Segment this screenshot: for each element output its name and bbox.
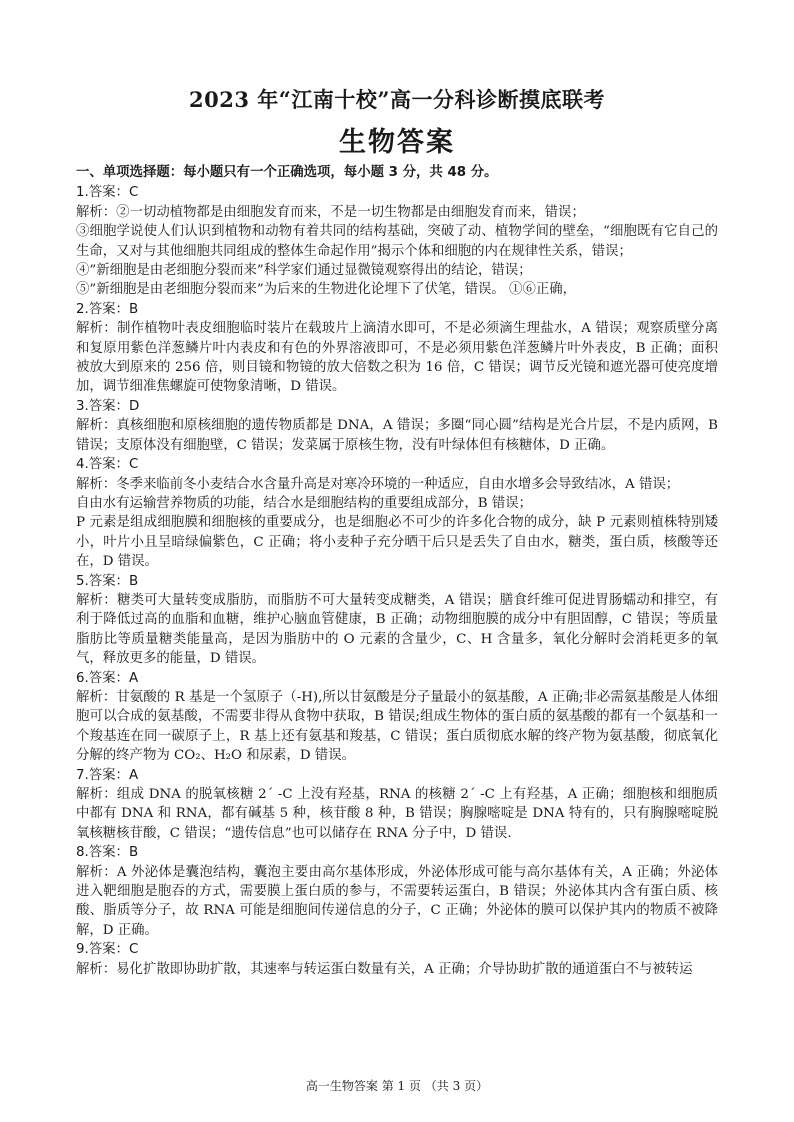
answer-key: 2.答案：B xyxy=(76,301,139,317)
explanation-paragraph: P 元素是组成细胞膜和细胞核的重要成分，也是细胞必不可少的许多化合物的成分，缺 P 元素则植株特别矮小，叶片小且呈暗绿偏紫色，C 正确；将小麦种子充分晒干后只是丢失了自由水，糖类，蛋白质，核酸等还在，D 错误。 xyxy=(76,515,718,570)
explanation-paragraph: 解析：糖类可大量转变成脂肪，而脂肪不可大量转变成糖类，A 错误；膳食纤维可促进胃肠蠕动和排空，有利于降低过高的血脂和血糖，维护心脑血管健康，B 正确；动物细胞膜的成分中有胆固醇，C 错误；等质量脂肪比等质量糖类能量高，是因为脂肪中的 O 元素的含量少，C、H 含量多，氧化分解时会消耗更多的氧气，释放更多的能量，D 错误。 xyxy=(76,592,718,667)
document-subtitle: 生物答案 xyxy=(339,127,455,158)
document-title: 2023 年“江南十校”高一分科诊断摸底联考 xyxy=(189,87,605,112)
answer-list xyxy=(76,183,718,979)
answer-key: 4.答案：C xyxy=(76,457,139,473)
explanation-paragraph: 解析：真核细胞和原核细胞的遗传物质都是 DNA，A 错误；多圈“同心圆”结构是光合片层，不是内质网，B 错误；支原体没有细胞壁，C 错误；发菜属于原核生物，没有叶绿体但有核糖体，D 正确。 xyxy=(76,418,718,453)
answer-key: 3.答案：D xyxy=(76,398,140,414)
explanation-paragraph: 解析：易化扩散即协助扩散，其速率与转运蛋白数量有关，A 正确；介导协助扩散的通道蛋白不与被转运 xyxy=(76,961,693,977)
explanation-paragraph: ③细胞学说使人们认识到植物和动物有着共同的结构基础，突破了动、植物学间的壁垒，“细胞既有它自己的生命，又对与其他细胞共同组成的整体生命起作用”揭示个体和细胞的内在规律性关系，错误； xyxy=(76,224,718,259)
explanation-paragraph: 解析：冬季来临前冬小麦结合水含量升高是对寒冷环境的一种适应，自由水增多会导致结冰，A 错误； xyxy=(76,476,680,492)
document-body xyxy=(76,163,718,979)
answer-key: 7.答案：A xyxy=(76,767,139,783)
explanation-paragraph: 解析：A 外泌体是囊泡结构，囊泡主要由高尔基体形成，外泌体形成可能与高尔基体有关，A 正确；外泌体进入靶细胞是胞吞的方式，需要膜上蛋白质的参与，不需要转运蛋白，B 错误；外泌体其内含有蛋白质、核酸、脂质等分子，故 RNA 可能是细胞间传递信息的分子，C 正确；外泌体的膜可以保护其内的物质不被降解，D 正确。 xyxy=(76,864,718,938)
answer-key: 1.答案：C xyxy=(76,185,139,201)
page-footer: 高一生物答案 第 1 页 （共 3 页） xyxy=(305,1079,489,1093)
explanation-paragraph: 解析：甘氨酸的 R 基是一个氢原子（-H),所以甘氨酸是分子量最小的氨基酸，A 正确;非必需氨基酸是人体细胞可以合成的氨基酸，不需要非得从食物中获取，B 错误;组成生物体的蛋白质的氨基酸的都有一个氨基和一个羧基连在同一碳原子上，R 基上还有氨基和羧基，C 错误；蛋白质彻底水解的终产物为氨基酸，彻底氧化分解的终产物为 CO₂、H₂O 和尿素，D 错误。 xyxy=(76,689,718,764)
explanation-paragraph: 解析：组成 DNA 的脱氧核糖 2´ -C 上没有羟基，RNA 的核糖 2´ -C 上有羟基，A 正确；细胞核和细胞质中都有 DNA 和 RNA，都有碱基 5 种，核苷酸 8 种，B 错误；胸腺嘧啶是 DNA 特有的，只有胸腺嘧啶脱氧核糖核苷酸，C 错误；“遗传信息”也可以储存在 RNA 分子中，D 错误. xyxy=(76,787,718,841)
answer-key: 6.答案：A xyxy=(76,670,139,686)
section-heading: 一、单项选择题：每小题只有一个正确选项，每小题 3 分，共 48 分。 xyxy=(76,165,498,180)
explanation-paragraph: ⑤”新细胞是由老细胞分裂而来”为后来的生物进化论埋下了伏笔，错误。 ①⑥正确， xyxy=(76,282,577,298)
explanation-paragraph: 解析：②一切动植物都是由细胞发育而来，不是一切生物都是由细胞发育而来，错误； xyxy=(76,204,585,220)
explanation-paragraph: 自由水有运输营养物质的功能，结合水是细胞结构的重要组成部分，B 错误； xyxy=(76,495,532,511)
explanation-paragraph: ④”新细胞是由老细胞分裂而来”科学家们通过显微镜观察得出的结论，错误； xyxy=(76,263,532,279)
answer-key: 8.答案：B xyxy=(76,845,139,861)
explanation-paragraph: 解析：制作植物叶表皮细胞临时装片在载玻片上滴清水即可，不是必须滴生理盐水，A 错误；观察质壁分离和复原用紫色洋葱鳞片叶内表皮和有色的外界溶液即可，不是必须用紫色洋葱鳞片叶外表皮，B 正确；面积被放大到原来的 256 倍，则目镜和物镜的放大倍数之积为 16 倍，C 错误；调节反光镜和遮光器可使亮度增加，调节细准焦螺旋可使物象清晰，D 错误。 xyxy=(76,321,718,395)
answer-key: 9.答案：C xyxy=(76,942,139,958)
answer-key: 5.答案：B xyxy=(76,573,139,589)
